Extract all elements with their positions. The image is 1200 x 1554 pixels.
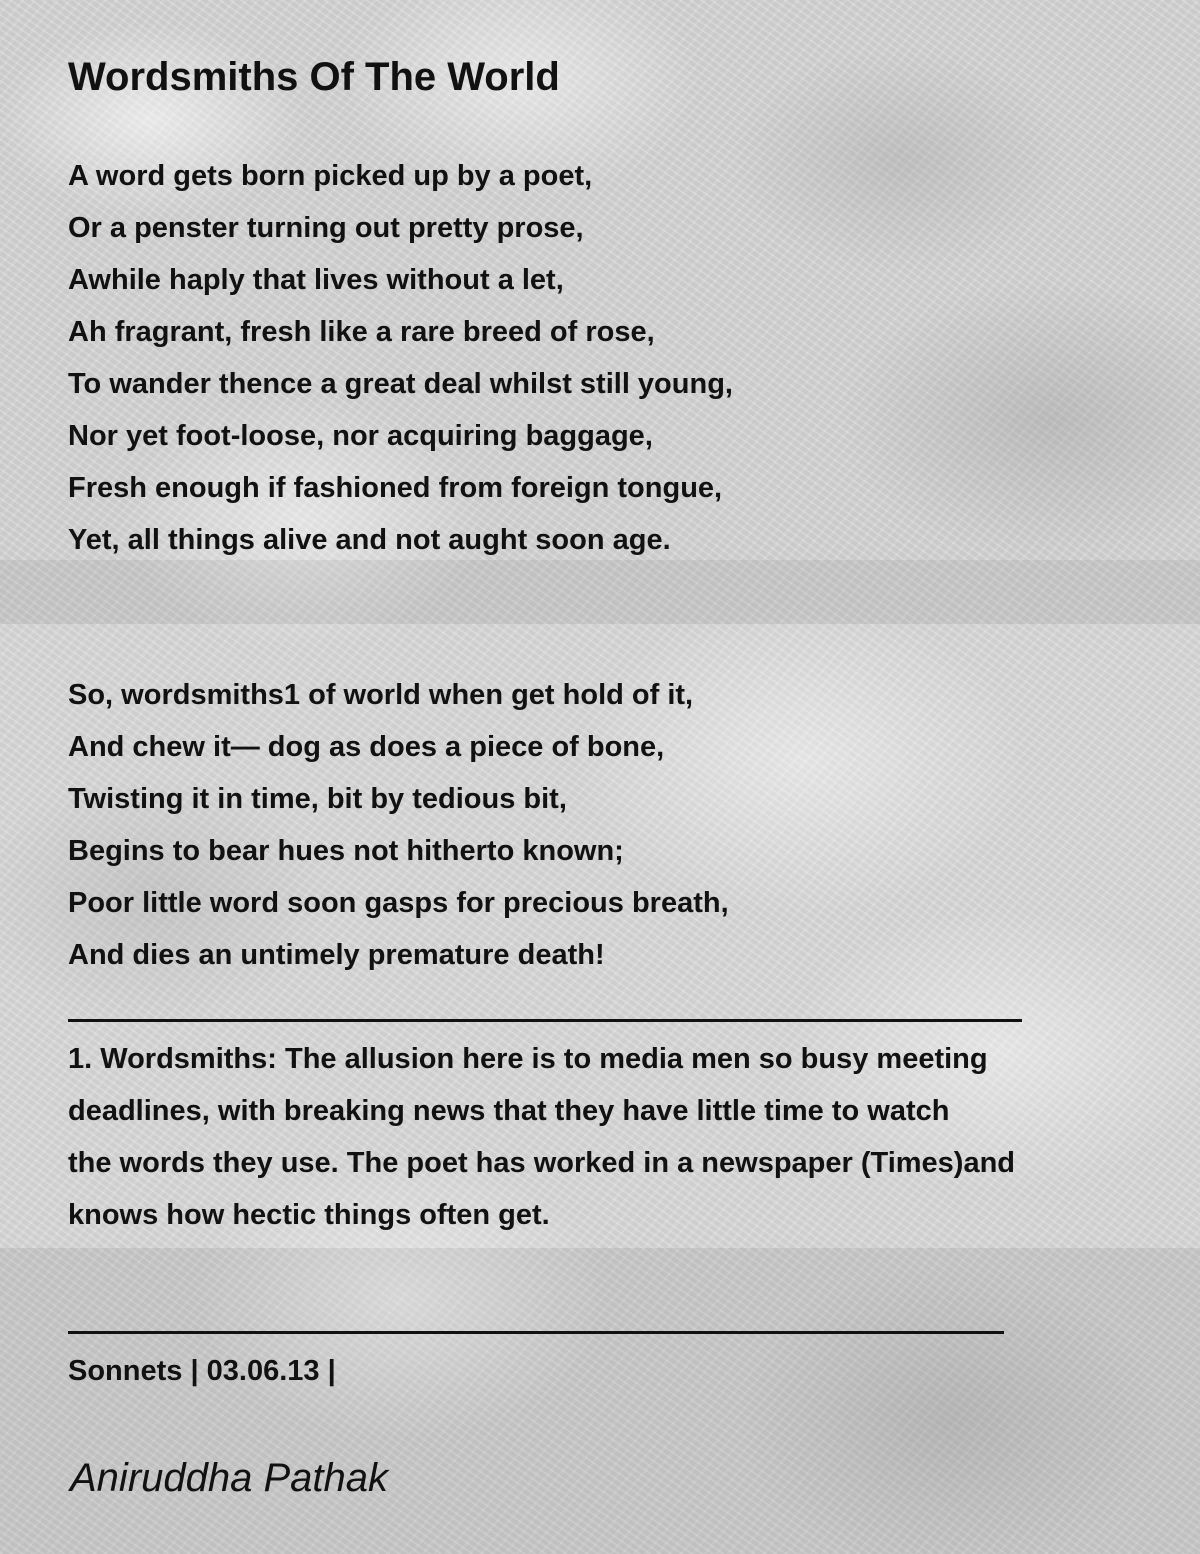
author-name: Aniruddha Pathak <box>70 1456 389 1500</box>
poem-line: Poor little word soon gasps for precious breath, <box>68 887 729 919</box>
poem-title: Wordsmiths Of The World <box>68 55 560 99</box>
footnote-divider <box>68 1019 1022 1022</box>
footnote-line: 1. Wordsmiths: The allusion here is to media men so busy meeting <box>68 1043 988 1075</box>
poem-line: Awhile haply that lives without a let, <box>68 264 564 296</box>
background-band-bottom <box>0 1248 1200 1554</box>
poem-line: So, wordsmiths1 of world when get hold of it, <box>68 679 694 711</box>
stanza-1 <box>68 150 733 566</box>
footnote-line: deadlines, with breaking news that they have little time to watch <box>68 1095 950 1127</box>
footnote-line: the words they use. The poet has worked in a newspaper (Times)and <box>68 1147 1016 1179</box>
poem-line: Yet, all things alive and not aught soon age. <box>68 524 671 556</box>
background-band-top <box>0 560 1200 624</box>
poem-line: Or a penster turning out pretty prose, <box>68 212 584 244</box>
poem-line: Ah fragrant, fresh like a rare breed of rose, <box>68 316 655 348</box>
poem-line: A word gets born picked up by a poet, <box>68 160 593 192</box>
footnote <box>68 1033 1015 1241</box>
poem-line: And dies an untimely premature death! <box>68 939 605 971</box>
poem-line: Fresh enough if fashioned from foreign tongue, <box>68 472 723 504</box>
meta-divider <box>68 1331 1004 1334</box>
poem-line: And chew it— dog as does a piece of bone, <box>68 731 665 763</box>
stanza-2 <box>68 669 729 981</box>
footnote-line: knows how hectic things often get. <box>68 1199 550 1231</box>
poem-line: Begins to bear hues not hitherto known; <box>68 835 624 867</box>
poem-line: Nor yet foot-loose, nor acquiring baggage, <box>68 420 653 452</box>
poem-meta: Sonnets | 03.06.13 | <box>68 1355 336 1387</box>
poem-line: To wander thence a great deal whilst still young, <box>68 368 733 400</box>
poem-line: Twisting it in time, bit by tedious bit, <box>68 783 567 815</box>
